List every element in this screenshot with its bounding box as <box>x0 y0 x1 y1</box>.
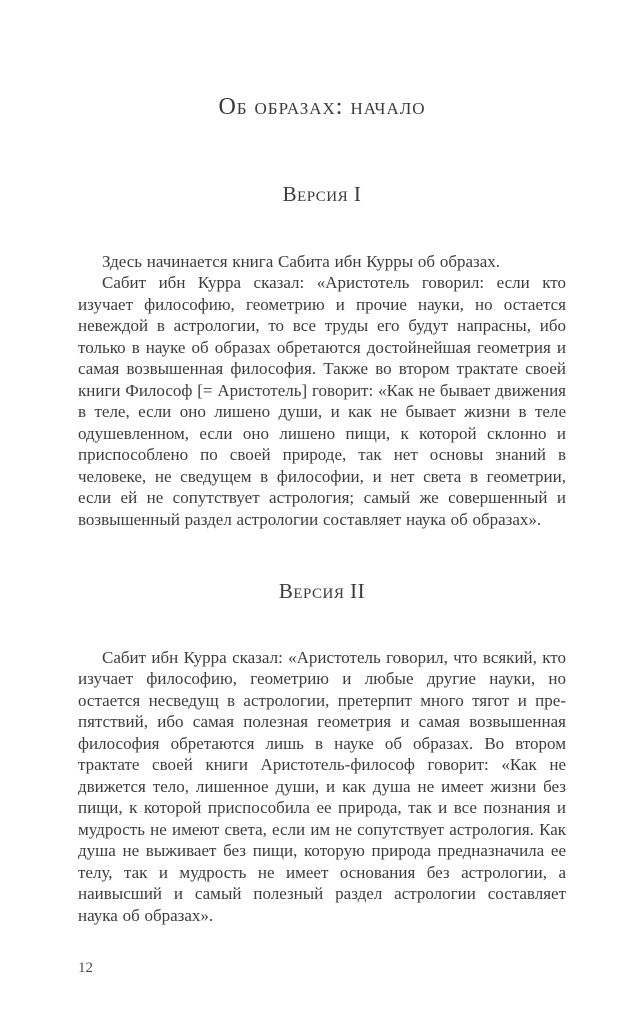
chapter-title: Об образах: начало <box>218 94 426 120</box>
paragraph: Сабит ибн Курра сказал: «Аристотель говорил, что всякий, кто изучает философию, геометрию и любые другие науки, но остается несведущ в астрологии, претерпит много тягот и препятствий, ибо самая полезная геометрия и самая возвышенная философия обретаются лишь в науке об образах. Во втором трактате своей книги Аристотель-философ говорит: «Как не движется тело, лишенное души, и как душа не имеет жизни без пищи, к которой приспособила ее природа, так и все познания и мудрость не имеют света, если им не сопутствует астрология. Как душа не выживает без пищи, которую природа предназначила ее телу, так и мудрость не имеет основания без астрологии, а наивысший и самый полезный раздел астрологии составляет наука об образах». <box>78 647 566 925</box>
page-footer <box>78 960 93 977</box>
section-version-2 <box>78 579 566 926</box>
section-version-1 <box>78 182 566 531</box>
section-body-version-2 <box>78 647 566 927</box>
section-body-version-1 <box>78 251 566 531</box>
section-heading-version-1: Версия I <box>282 181 362 206</box>
paragraph: Здесь начинается книга Сабита ибн Курры об образах. <box>102 251 501 271</box>
section-heading-version-2: Версия II <box>278 579 366 604</box>
paragraph: Сабит ибн Курра сказал: «Аристотель говорил: если кто изучает философию, геометрию и прочие науки, но остается невеждой в астрологии, то все труды его будут напрасны, ибо только в науке об образах обретаются достойнейшая геометрия и самая возвышенная философия. Также во втором трактате своей книги Философ [= Аристотель] говорит: «Как не бывает движения в теле, если оно лишено души, и как не бывает жизни в теле одушевленном, если оно лишено пищи, к которой склонно и приспособлено по своей природе, так нет основы знаний в человеке, не сведущем в философии, и нет света в геометрии, если ей не сопутствует астрология; самый же совершенный и возвышенный раздел астрологии составляет наука об образах». <box>78 273 566 529</box>
page-number: 12 <box>78 960 93 976</box>
